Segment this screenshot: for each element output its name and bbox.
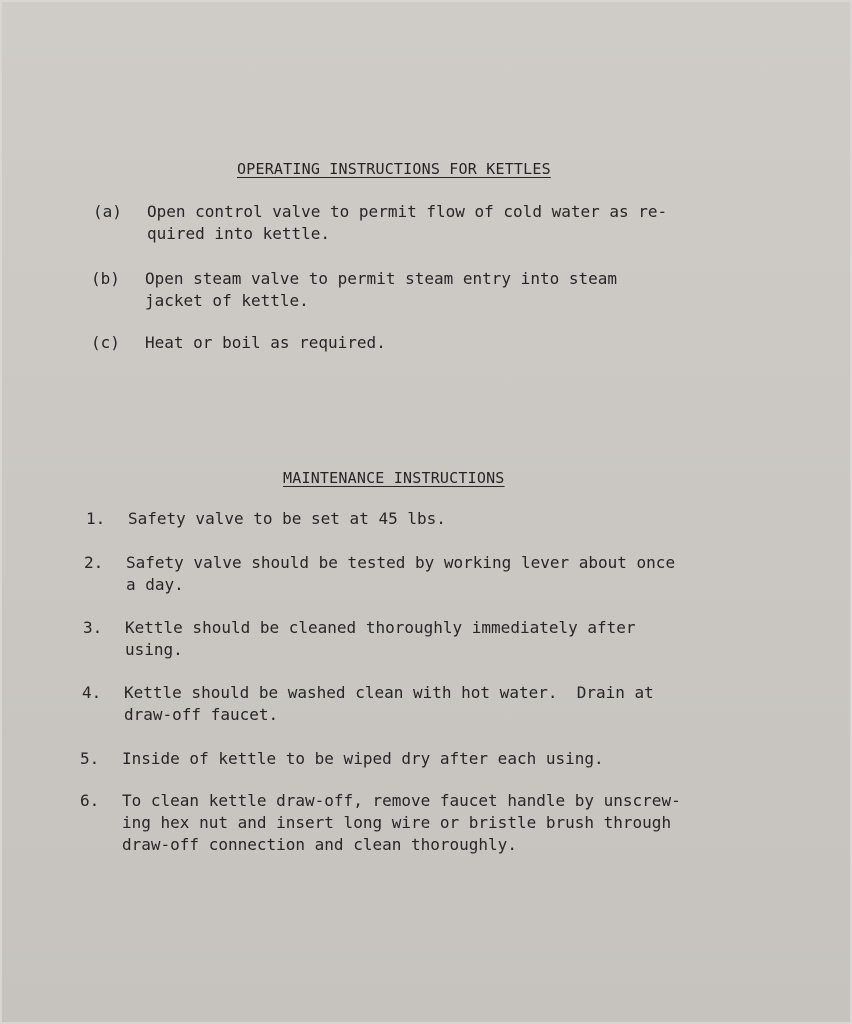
maintenance-instructions-heading: MAINTENANCE INSTRUCTIONS: [283, 469, 505, 487]
maintenance-item-5: [80, 748, 780, 772]
item-text: Kettle should be cleaned thoroughly immediately after using.: [125, 618, 636, 659]
operating-item-b: [91, 268, 771, 314]
operating-item-c: [91, 332, 771, 356]
item-text: Heat or boil as required.: [145, 333, 386, 352]
maintenance-item-3: [83, 617, 783, 663]
item-marker: 1.: [86, 509, 106, 528]
item-text: To clean kettle draw-off, remove faucet handle by unscrew- ing hex nut and insert long wire or bristle brush through draw-off connection and clean thoroughly.: [122, 791, 681, 854]
operating-instructions-heading: OPERATING INSTRUCTIONS FOR KETTLES: [237, 160, 551, 178]
item-text: Kettle should be washed clean with hot water. Drain at draw-off faucet.: [124, 683, 654, 724]
maintenance-item-1: [86, 508, 786, 532]
operating-item-a: [93, 201, 773, 247]
item-marker: (c): [91, 333, 120, 352]
item-text: Safety valve should be tested by working lever about once a day.: [126, 553, 676, 594]
maintenance-item-6: [80, 790, 800, 858]
maintenance-item-4: [82, 682, 782, 728]
item-marker: (b): [91, 269, 120, 288]
item-marker: (a): [93, 202, 122, 221]
item-text: Inside of kettle to be wiped dry after each using.: [122, 749, 604, 768]
item-marker: 3.: [83, 618, 103, 637]
item-marker: 5.: [80, 749, 100, 768]
item-text: Open steam valve to permit steam entry into steam jacket of kettle.: [145, 269, 618, 310]
maintenance-item-2: [84, 552, 784, 598]
item-marker: 4.: [82, 683, 102, 702]
item-marker: 2.: [84, 553, 104, 572]
item-marker: 6.: [80, 791, 100, 810]
item-text: Open control valve to permit flow of cold water as re- quired into kettle.: [147, 202, 668, 243]
item-text: Safety valve to be set at 45 lbs.: [128, 509, 446, 528]
